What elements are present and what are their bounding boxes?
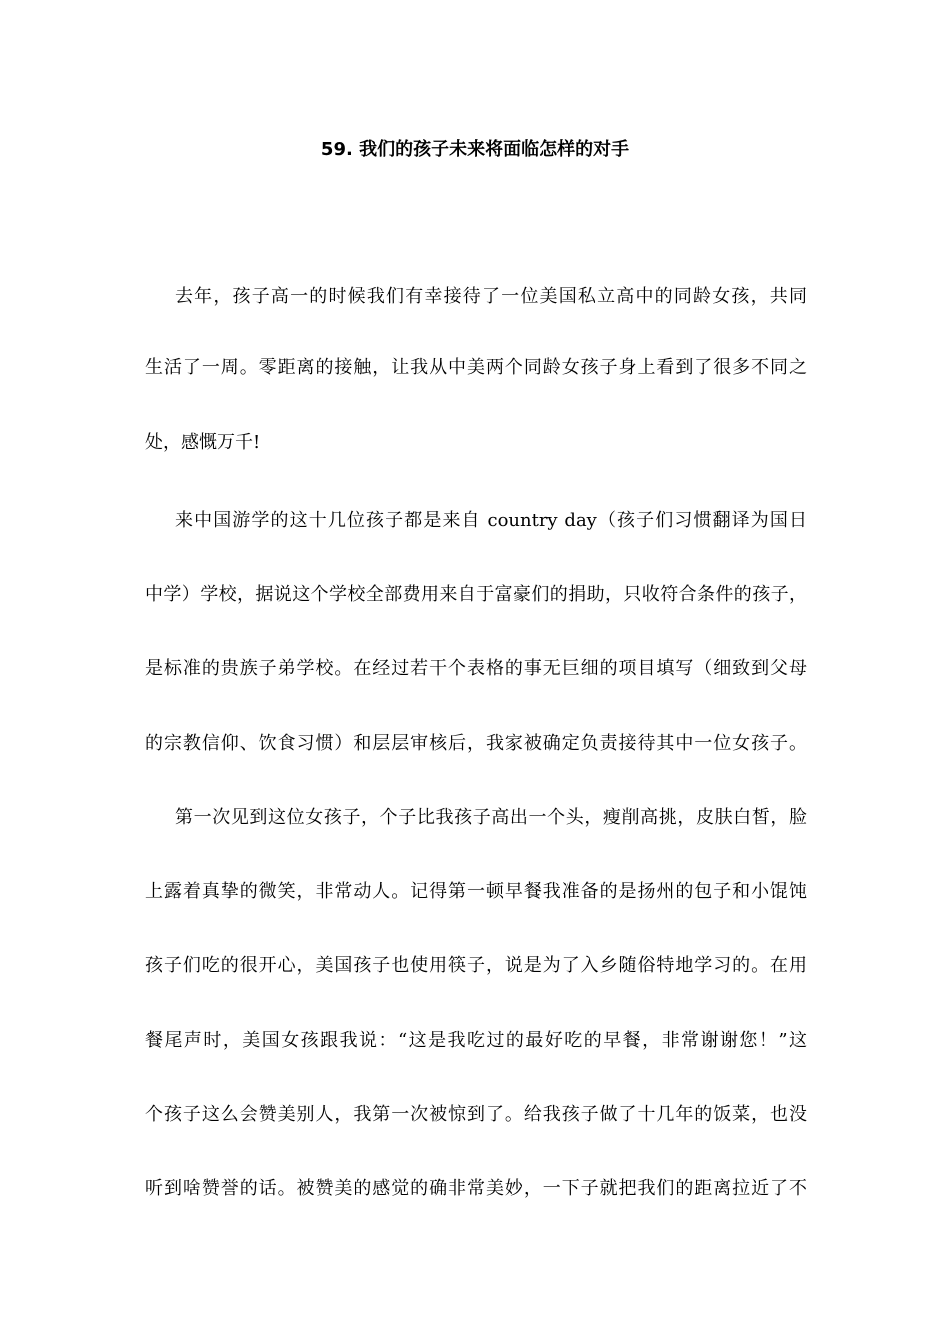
paragraph-line: 餐尾声时，美国女孩跟我说：“这是我吃过的最好吃的早餐，非常谢谢您！”这	[145, 1030, 807, 1051]
paragraph-line: 听到啥赞誉的话。被赞美的感觉的确非常美妙，一下子就把我们的距离拉近了不	[145, 1178, 807, 1199]
paragraph-line: 孩子们吃的很开心，美国孩子也使用筷子，说是为了入乡随俗特地学习的。在用	[145, 955, 807, 976]
paragraph-line: 是标准的贵族子弟学校。在经过若干个表格的事无巨细的项目填写（细致到父母	[145, 658, 807, 679]
paragraph-line: 的宗教信仰、饮食习惯）和层层审核后，我家被确定负责接待其中一位女孩子。	[145, 733, 807, 754]
document-title: 59. 我们的孩子未来将面临怎样的对手	[320, 139, 630, 160]
paragraph-line: 去年，孩子高一的时候我们有幸接待了一位美国私立高中的同龄女孩，共同	[175, 286, 807, 307]
paragraph-line: 处，感慨万千!	[145, 432, 261, 453]
paragraph-line: 来中国游学的这十几位孩子都是来自 country day（孩子们习惯翻译为国日	[175, 510, 807, 531]
paragraph-line: 中学）学校，据说这个学校全部费用来自于富豪们的捐助，只收符合条件的孩子，	[145, 584, 807, 605]
paragraph-line: 上露着真挚的微笑，非常动人。记得第一顿早餐我准备的是扬州的包子和小馄饨	[145, 881, 807, 902]
paragraph-line: 生活了一周。零距离的接触，让我从中美两个同龄女孩子身上看到了很多不同之	[145, 357, 807, 378]
paragraph-line: 个孩子这么会赞美别人，我第一次被惊到了。给我孩子做了十几年的饭菜，也没	[145, 1104, 807, 1125]
paragraph-line: 第一次见到这位女孩子，个子比我孩子高出一个头，瘦削高挑，皮肤白皙，脸	[175, 807, 807, 828]
